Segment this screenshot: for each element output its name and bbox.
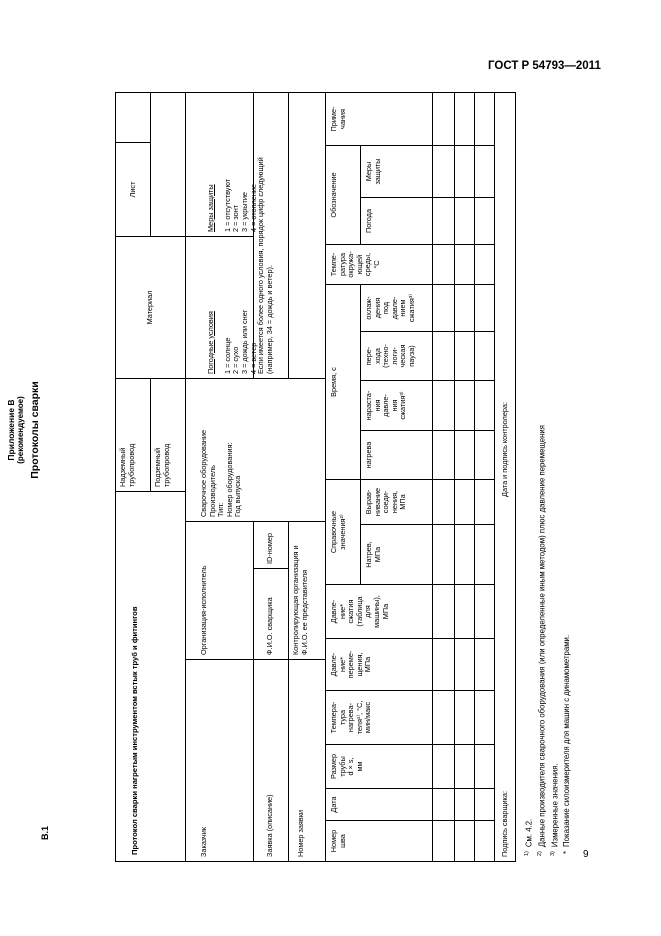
protection-measures-legend <box>185 92 258 237</box>
table-cell <box>432 638 455 691</box>
table-cell <box>474 284 495 332</box>
sheet-number-field <box>115 92 151 143</box>
request-description-field: Заявка (описание) <box>253 659 289 862</box>
sheet-label: Лист <box>115 142 151 237</box>
table-cell <box>474 430 495 480</box>
table-cell <box>454 284 475 332</box>
weather-conditions-legend <box>185 236 258 379</box>
appendix-heading: Протоколы сварки <box>29 381 41 479</box>
table-cell <box>474 584 495 639</box>
table-cell <box>454 92 475 146</box>
table-cell <box>474 820 495 862</box>
table-cell <box>454 244 475 285</box>
col-group-time: Время, с <box>325 284 361 480</box>
footnote-3 <box>549 763 560 856</box>
col-remarks: Приме- чания <box>325 92 433 146</box>
sheet-blank-field <box>150 92 186 237</box>
form-title: Протокол сварки нагретым инструментом встык труб и фитингов <box>115 491 186 862</box>
appendix-status: (рекомендуемое) <box>16 396 25 464</box>
table-cell <box>432 380 455 431</box>
col-heating-pressure: Натрев, МПа <box>360 524 433 585</box>
customer-field: Заказчик <box>185 659 254 862</box>
section-number: В.1 <box>40 825 50 840</box>
col-ambient-temperature: Темпе- ратура окружа- ющей среды, °С <box>325 244 433 285</box>
footnote-text: Показание силоизмерителя для машин с динамометрами. <box>562 634 571 847</box>
signature-row <box>494 92 516 862</box>
table-cell <box>474 331 495 381</box>
table-cell <box>454 820 475 862</box>
welder-signature-label: Подпись сварщика: <box>500 791 509 857</box>
table-cell <box>432 145 455 198</box>
col-seam-number: Номер шва <box>325 820 433 862</box>
weather-legend-title: Погодные условия <box>205 311 215 374</box>
col-group-reference-values: Справочные значения²⁾ <box>325 479 361 585</box>
table-cell <box>474 788 495 821</box>
underground-pipeline: Подземный трубопровод <box>150 378 186 492</box>
footnote-text: Измеренные значения. <box>550 763 560 848</box>
col-date: Дата <box>325 788 433 821</box>
table-cell <box>454 584 475 639</box>
col-heating-time: нагрева <box>360 430 433 480</box>
col-protection-measures: Меры защиты <box>360 145 433 198</box>
request-number-field: Номер заявки <box>288 659 326 862</box>
table-cell <box>454 145 475 198</box>
material-field: Материал <box>115 236 186 379</box>
col-group-designation: Обозначение <box>325 145 361 245</box>
table-cell <box>454 524 475 585</box>
document-standard-number: ГОСТ Р 54793—2011 <box>488 60 601 72</box>
footnote-mark: 3) <box>550 851 556 856</box>
table-cell <box>454 638 475 691</box>
id-number-field: ID-номер <box>253 521 289 569</box>
table-cell <box>474 92 495 146</box>
table-cell <box>474 380 495 431</box>
table-cell <box>432 524 455 585</box>
col-drag-pressure: Давле- ние* переме- щения, МПа <box>325 638 433 691</box>
inspector-field: Контролирующая организация и Ф.И.О. ее представителя <box>288 521 326 660</box>
table-cell <box>474 244 495 285</box>
table-cell <box>474 638 495 691</box>
col-alignment-pressure: Вырав- нивание соеди- нения, МПа <box>360 479 433 525</box>
blank-field <box>288 92 326 379</box>
table-cell <box>432 284 455 332</box>
table-cell <box>454 788 475 821</box>
col-weather: Погода <box>360 197 433 245</box>
table-cell <box>454 690 475 745</box>
protection-legend-title: Меры защиты <box>205 184 215 232</box>
table-cell <box>454 331 475 381</box>
table-cell <box>454 430 475 480</box>
table-cell <box>474 744 495 789</box>
contractor-field: Организация-исполнитель <box>185 521 254 660</box>
table-cell <box>432 584 455 639</box>
table-cell <box>454 380 475 431</box>
footnote-text: Данные производителя сварочного оборудования (или определенные иным методом) плюс давление перемещения <box>537 425 547 848</box>
page-number: 9 <box>583 849 589 860</box>
table-cell <box>432 820 455 862</box>
footnote-asterisk <box>562 635 571 854</box>
table-cell <box>432 92 455 146</box>
table-cell <box>454 479 475 525</box>
footnote-mark: 1) <box>524 851 530 856</box>
table-cell <box>474 479 495 525</box>
table-cell <box>474 145 495 198</box>
col-cooling-time: охлаж- дения под давле- нием сжатия³⁾ <box>360 284 433 332</box>
table-cell <box>432 690 455 745</box>
table-cell <box>432 197 455 245</box>
table-cell <box>432 479 455 525</box>
appendix-title: Приложение В <box>6 399 16 461</box>
col-heater-temperature: Темпера- тура нагрева- теля¹⁾, °С, мин/макс <box>325 690 433 745</box>
col-changeover-time: пере- хода (техно- логи- ческая пауза) <box>360 331 433 381</box>
table-cell <box>432 744 455 789</box>
footnote-1 <box>523 819 534 856</box>
table-cell <box>432 244 455 285</box>
col-pressure-rise-time: нараста- ния давле- ния сжатия³⁾ <box>360 380 433 431</box>
table-cell <box>432 788 455 821</box>
weather-legend-items: 1 = солнце 2 = сухо 3 = дождь или снег 4 = ветер <box>222 309 258 374</box>
table-cell <box>454 197 475 245</box>
welding-equipment-field: Сварочное оборудование Производитель Тип: Номер оборудования: Год выпуска <box>185 378 326 522</box>
footnote-text: См. 4.2. <box>524 818 534 848</box>
table-cell <box>474 690 495 745</box>
footnote-2 <box>536 425 547 856</box>
multiple-conditions-note: Если имеется более одного условия, порядок цифр следующий (например, 34 = дождь и ветер). <box>253 92 289 379</box>
footnote-mark: * <box>562 850 571 854</box>
col-pipe-size: Размер трубы d × s, мм <box>325 744 433 789</box>
table-cell <box>432 430 455 480</box>
table-cell <box>474 524 495 585</box>
inspector-signature-label: Дата и подпись контролера: <box>500 401 509 497</box>
footnote-mark: 2) <box>537 851 543 856</box>
protection-legend-items: 1 = отсутствуют 2 = зонт 3 = укрытие 4 = отопление <box>222 178 258 232</box>
table-cell <box>474 197 495 245</box>
above-ground-pipeline: Надземный трубопровод <box>115 378 151 492</box>
welder-name-field: Ф.И.О. сварщика <box>253 568 289 660</box>
table-cell <box>454 744 475 789</box>
table-cell <box>432 331 455 381</box>
col-joining-pressure: Давле- ние* сжатия (таблица для машины), МПа <box>325 584 433 639</box>
